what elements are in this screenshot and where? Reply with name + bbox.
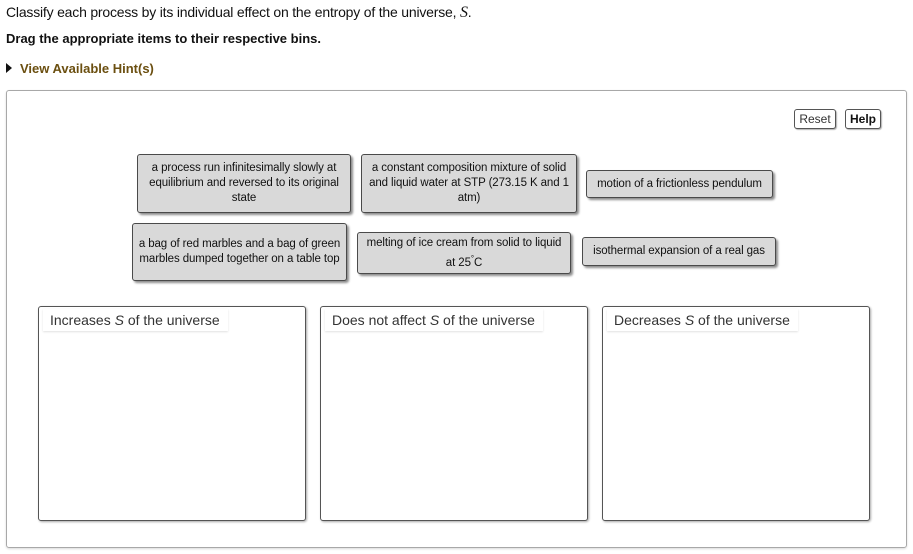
bin-label-end: of the universe [694, 312, 790, 328]
bin-label [43, 309, 228, 331]
drag-item-label-unit: C [473, 256, 483, 269]
instruction-text: Drag the appropriate items to their respective bins. [6, 31, 321, 46]
drag-item-label: motion of a frictionless pendulum [597, 177, 762, 190]
drag-item-isothermal-expansion[interactable] [582, 237, 776, 266]
drag-item-label [363, 236, 565, 271]
expand-triangle-icon [6, 63, 12, 73]
bin-label [607, 309, 798, 331]
bin-label-start: Decreases [614, 312, 685, 328]
question-text-end: . [467, 4, 472, 20]
question-text-main: Classify each process by its individual effect on the entropy of the universe, [6, 4, 460, 20]
drag-item-label: a process run infinitesimally slowly at equilibrium and reversed to its original state [149, 162, 339, 204]
bin-no-effect-entropy[interactable] [320, 306, 588, 521]
bin-increases-entropy[interactable] [38, 306, 306, 521]
bin-label-start: Does not affect [332, 312, 430, 328]
entropy-symbol: S [114, 312, 124, 328]
degree-sign: ° [470, 253, 474, 263]
bin-label-end: of the universe [123, 312, 220, 328]
drag-item-reversible-process[interactable] [137, 154, 351, 213]
drag-item-melting-ice-cream[interactable] [357, 232, 571, 274]
bin-label-end: of the universe [439, 312, 535, 328]
view-hints-link[interactable] [6, 61, 154, 76]
drag-item-frictionless-pendulum[interactable] [586, 170, 773, 198]
drag-item-label-main: melting of ice cream from solid to liquid at 25 [366, 236, 562, 269]
bin-label [325, 309, 543, 331]
drag-item-marbles-mixed[interactable] [132, 223, 347, 281]
view-hints-label: View Available Hint(s) [20, 61, 154, 76]
reset-button[interactable]: Reset [794, 109, 836, 129]
bin-label-start: Increases [50, 312, 115, 328]
drag-item-ice-water-mixture[interactable] [361, 154, 577, 213]
help-button[interactable]: Help [845, 109, 881, 129]
drag-item-label: isothermal expansion of a real gas [593, 245, 765, 257]
entropy-symbol: S [684, 312, 695, 328]
entropy-symbol: S [429, 312, 440, 328]
bin-decreases-entropy[interactable] [602, 306, 870, 521]
question-text [6, 4, 472, 22]
entropy-symbol: S [459, 4, 468, 21]
drag-item-label: a bag of red marbles and a bag of green marbles dumped together on a table top [138, 238, 341, 265]
drag-item-label: a constant composition mixture of solid and liquid water at STP (273.15 K and 1 atm) [369, 162, 569, 204]
